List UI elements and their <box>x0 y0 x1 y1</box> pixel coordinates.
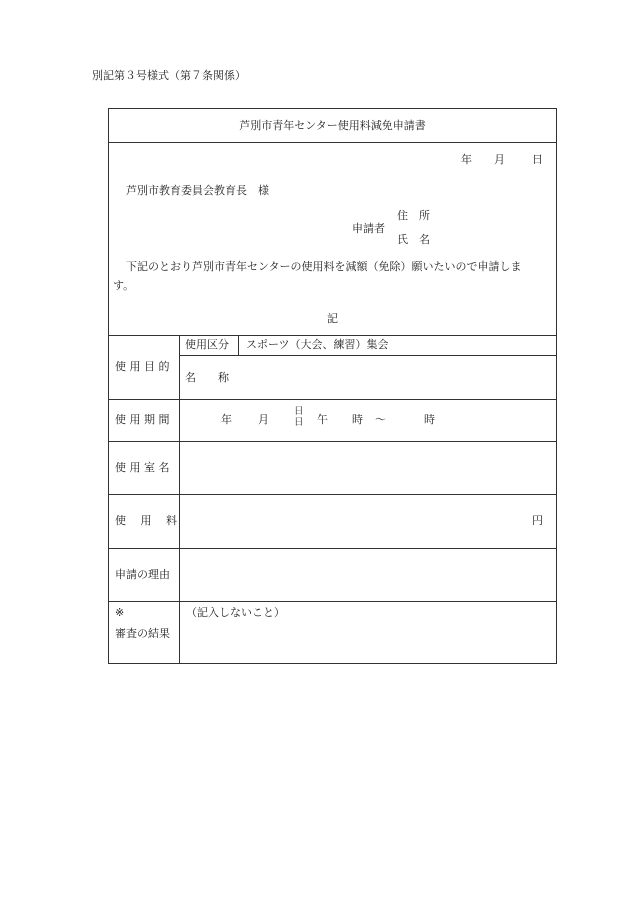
category-label: 使用区分 <box>185 338 229 351</box>
fee-unit: 円 <box>532 514 543 527</box>
period-day-top: 日 <box>294 406 304 417</box>
date-day: 日 <box>532 153 543 166</box>
period-day-stack <box>294 406 304 428</box>
date-month: 月 <box>494 153 505 166</box>
review-mark: ※ <box>115 606 125 619</box>
addressee: 芦別市教育委員会教育長 様 <box>126 184 269 197</box>
divider <box>109 441 556 442</box>
period-tilde: 〜 <box>375 413 386 426</box>
reason-label: 申請の理由 <box>115 568 170 581</box>
divider <box>109 494 556 495</box>
ki-label: 記 <box>327 312 338 325</box>
divider <box>109 142 556 143</box>
period-noon: 午 <box>317 413 328 426</box>
review-note: （記入しないこと） <box>186 606 285 619</box>
divider <box>109 548 556 549</box>
period-label: 使 用 期 間 <box>115 413 170 426</box>
event-name-field[interactable] <box>246 371 546 387</box>
period-year: 年 <box>221 413 232 426</box>
applicant-address-label: 住 所 <box>397 209 430 222</box>
reason-field[interactable] <box>189 566 549 582</box>
purpose-label: 使 用 目 的 <box>115 360 170 373</box>
review-label: 審査の結果 <box>115 627 170 640</box>
divider <box>109 335 556 336</box>
room-field[interactable] <box>189 459 549 475</box>
divider <box>238 335 239 355</box>
divider <box>179 335 180 663</box>
fee-label: 使 用 料 <box>115 514 177 527</box>
form-title: 芦別市青年センター使用料減免申請書 <box>239 119 426 132</box>
period-day-bottom: 日 <box>294 417 304 428</box>
date-year: 年 <box>461 153 472 166</box>
request-text-line2: す。 <box>113 279 135 292</box>
divider <box>109 601 556 602</box>
divider <box>179 355 556 356</box>
period-hour-start: 時 <box>352 413 363 426</box>
application-form <box>108 108 557 664</box>
applicant-name-label: 氏 名 <box>397 233 430 246</box>
divider <box>109 399 556 400</box>
event-name-label: 名 称 <box>185 371 229 384</box>
room-label: 使 用 室 名 <box>115 461 170 474</box>
period-hour-end: 時 <box>424 413 435 426</box>
request-text-line1: 下記のとおり芦別市青年センターの使用料を減額（免除）願いたいので申請しま <box>126 260 522 273</box>
category-value: スポーツ（大会、練習）集会 <box>246 338 389 351</box>
applicant-label: 申請者 <box>352 222 385 235</box>
form-caption: 別記第３号様式（第７条関係） <box>92 69 246 82</box>
period-month: 月 <box>258 413 269 426</box>
